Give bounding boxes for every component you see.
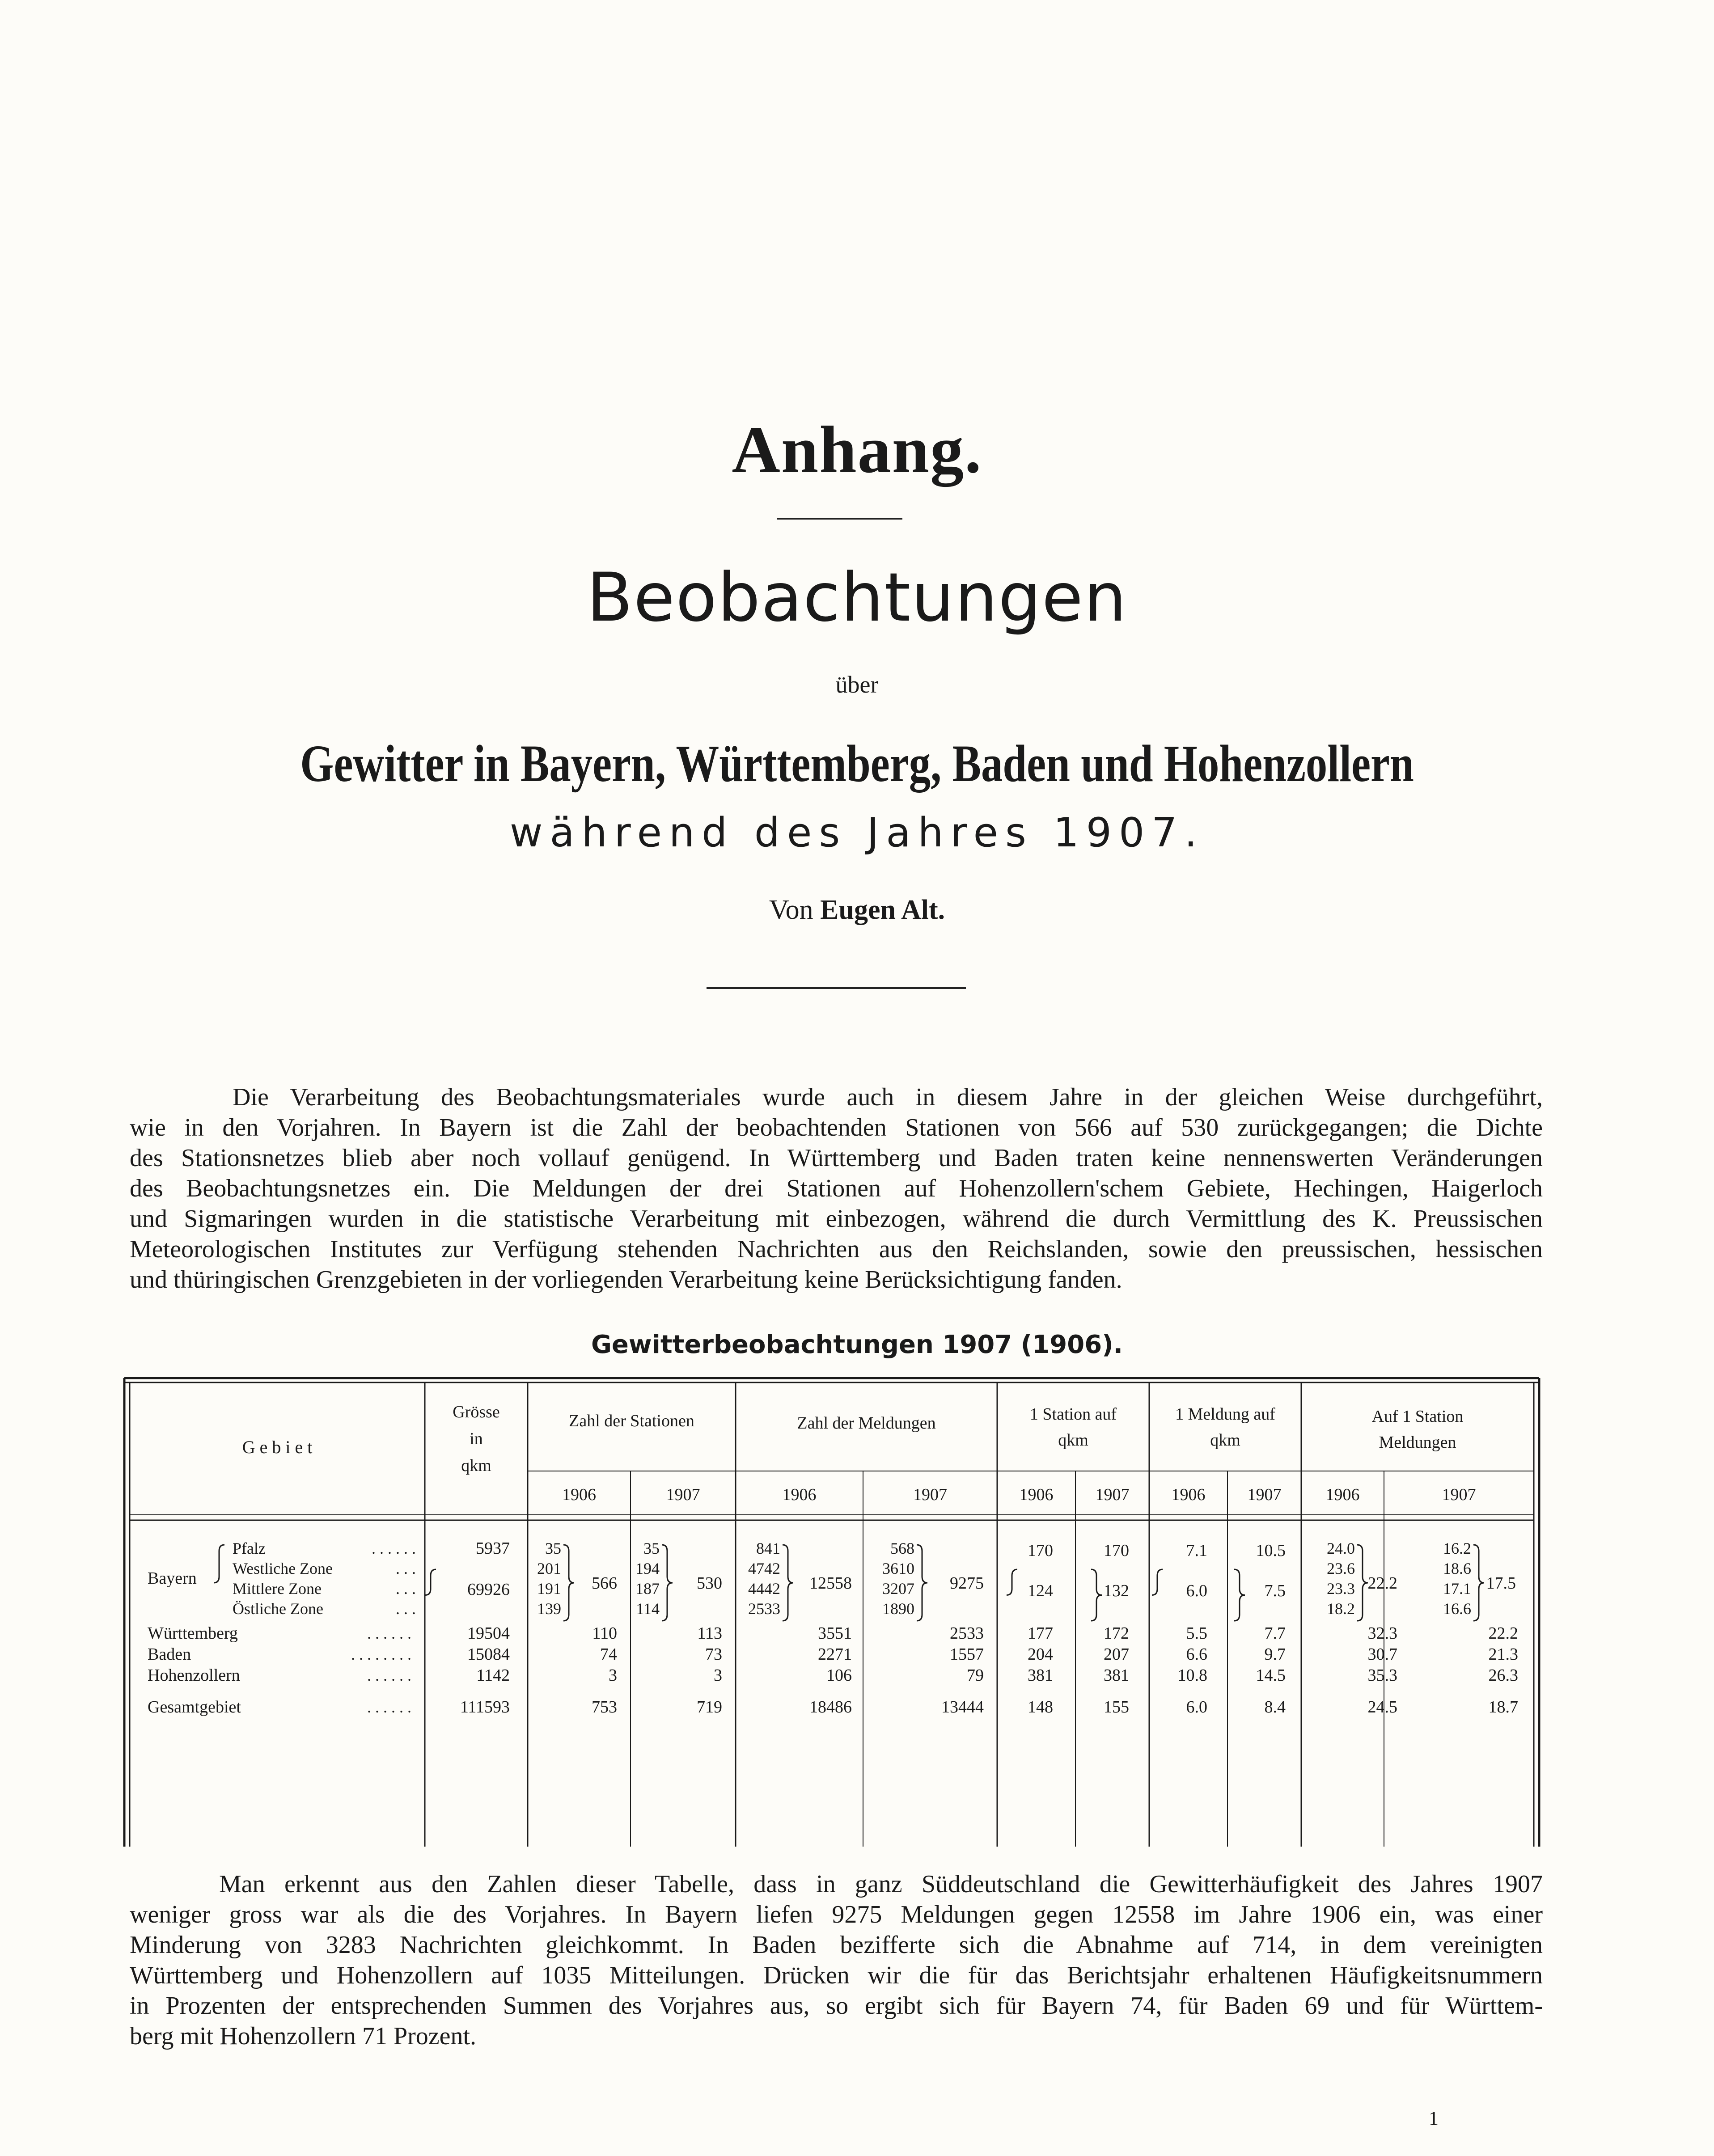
row-sq07: 381 xyxy=(1104,1666,1129,1685)
m-qkm-1907-brace xyxy=(1234,1569,1245,1621)
row-ps06: 32.3 xyxy=(1367,1624,1397,1643)
row-ps07: 22.2 xyxy=(1488,1624,1518,1643)
row-label: Württemberg xyxy=(148,1624,238,1643)
byline-prefix: Von xyxy=(769,895,813,925)
header-year: 1906 xyxy=(562,1485,596,1504)
per-station-1907: 18.6 xyxy=(1443,1560,1471,1577)
row-s07: 719 xyxy=(697,1698,722,1716)
subregion-label: Östliche Zone xyxy=(233,1600,323,1618)
row-mq07: 7.7 xyxy=(1264,1624,1286,1643)
header-year: 1906 xyxy=(1019,1485,1054,1504)
header-year: 1907 xyxy=(1247,1485,1282,1504)
divider-short xyxy=(777,518,902,520)
main-title: Beobachtungen xyxy=(586,559,1128,637)
meldungen-1906: 841 xyxy=(756,1539,780,1557)
thunderstorm-table xyxy=(121,1377,1543,1847)
meldungen-1907-total: 9275 xyxy=(950,1574,984,1593)
leader-dots: . . . . . . xyxy=(367,1698,411,1716)
per-station-1907-brace xyxy=(1473,1545,1484,1621)
header-groesse: in xyxy=(470,1429,483,1448)
row-area: 19504 xyxy=(467,1624,510,1643)
header-stationen: Zahl der Stationen xyxy=(569,1412,694,1430)
row-s06: 74 xyxy=(600,1645,617,1664)
meldungen-1906-total: 12558 xyxy=(809,1574,852,1593)
per-station-1906: 23.6 xyxy=(1327,1560,1355,1577)
header-station-qkm: 1 Station auf xyxy=(1029,1405,1117,1424)
stations-1907: 35 xyxy=(643,1539,660,1557)
meldungen-1907: 3207 xyxy=(882,1580,914,1598)
row-m07: 2533 xyxy=(950,1624,984,1643)
header-year: 1907 xyxy=(1095,1485,1130,1504)
stations-1906-total: 566 xyxy=(592,1574,617,1593)
st-qkm-1906-brace xyxy=(1007,1569,1017,1595)
row-label: Baden xyxy=(148,1645,191,1664)
per-station-1906-brace xyxy=(1357,1545,1368,1621)
per-station-1906: 23.3 xyxy=(1327,1580,1355,1598)
stations-1906: 139 xyxy=(537,1600,561,1618)
m-qkm-1907: 10.5 xyxy=(1256,1541,1286,1560)
m-qkm-1906: 7.1 xyxy=(1186,1541,1207,1560)
text-line: berg mit Hohenzollern 71 Prozent. xyxy=(130,2022,477,2050)
row-ps07: 21.3 xyxy=(1488,1645,1518,1664)
meldungen-1907-brace xyxy=(917,1545,927,1621)
row-ps07: 18.7 xyxy=(1488,1698,1518,1716)
text-line: des Stationsnetzes blieb aber noch vollauf genügend. In Württemberg und Baden traten keine nennenswerten Veränderungen xyxy=(130,1144,1543,1172)
st-qkm-1906: 170 xyxy=(1028,1541,1053,1560)
table-title: Gewitterbeobachtungen 1907 (1906). xyxy=(591,1330,1123,1359)
text-line: Man erkennt aus den Zahlen dieser Tabelle, dass in ganz Süddeutschland die Gewitterhäufigkeit des Jahres 1907 xyxy=(219,1870,1543,1898)
text-line: in Prozenten der entsprechenden Summen des Vorjahres aus, so ergibt sich für Bayern 74, für Baden 69 und für Württem- xyxy=(130,1992,1543,2020)
header-year: 1907 xyxy=(1442,1485,1476,1504)
row-label: Hohenzollern xyxy=(148,1666,240,1685)
stations-1907-brace xyxy=(662,1545,673,1621)
row-s07: 113 xyxy=(697,1624,722,1643)
meldungen-1907: 3610 xyxy=(882,1560,914,1577)
leader-dots: . . . xyxy=(396,1600,416,1618)
header-meldung-qkm: 1 Meldung auf xyxy=(1175,1405,1275,1424)
leader-dots: . . . xyxy=(396,1560,416,1577)
text-line: Meteorologischen Institutes zur Verfügung stehenden Nachrichten aus den Reichslanden, sowie den preussischen, hessischen xyxy=(130,1235,1543,1263)
text-line: und thüringischen Grenzgebieten in der vorliegenden Verarbeitung keine Berücksichtigung fanden. xyxy=(130,1266,1122,1294)
row-sq07: 155 xyxy=(1104,1698,1129,1716)
appendix-heading: Anhang. xyxy=(732,413,982,487)
leader-dots: . . . xyxy=(396,1580,416,1598)
m-qkm-1906: 6.0 xyxy=(1186,1581,1207,1600)
row-mq07: 8.4 xyxy=(1264,1698,1286,1716)
stations-1906: 201 xyxy=(537,1560,561,1577)
conclusion-paragraph xyxy=(130,1869,1543,2051)
per-station-1906: 24.0 xyxy=(1327,1539,1355,1557)
header-year: 1907 xyxy=(666,1485,700,1504)
header-meldung-qkm: qkm xyxy=(1210,1431,1240,1450)
area-value: 69926 xyxy=(467,1580,510,1599)
row-area: 15084 xyxy=(467,1645,510,1664)
subregion-label: Westliche Zone xyxy=(233,1560,333,1577)
row-m06: 2271 xyxy=(818,1645,852,1664)
stations-1906: 35 xyxy=(545,1539,561,1557)
header-groesse: Grösse xyxy=(453,1403,500,1421)
header-gebiet: G e b i e t xyxy=(242,1437,313,1457)
row-sq06: 177 xyxy=(1028,1624,1053,1643)
period: während des Jahres 1907. xyxy=(509,809,1205,856)
per-station-1906: 18.2 xyxy=(1327,1600,1355,1618)
row-area: 1142 xyxy=(476,1666,510,1685)
stations-1907: 187 xyxy=(635,1580,660,1598)
meldungen-1906: 2533 xyxy=(748,1600,780,1618)
header-groesse: qkm xyxy=(461,1456,491,1475)
leader-dots: . . . . . . . . xyxy=(351,1645,411,1663)
meldungen-1906: 4442 xyxy=(748,1580,780,1598)
row-s07: 3 xyxy=(714,1666,722,1685)
row-sq06: 381 xyxy=(1028,1666,1053,1685)
row-sq07: 207 xyxy=(1104,1645,1129,1664)
st-qkm-1907: 170 xyxy=(1104,1541,1129,1560)
stations-1907: 114 xyxy=(636,1600,660,1618)
per-station-1906-total: 22.2 xyxy=(1367,1574,1397,1593)
divider-long xyxy=(707,987,966,989)
row-sq07: 172 xyxy=(1104,1624,1129,1643)
stations-1907: 194 xyxy=(635,1560,660,1577)
leader-dots: . . . . . . xyxy=(367,1666,411,1684)
row-mq06: 6.0 xyxy=(1186,1698,1207,1716)
meldungen-1906: 4742 xyxy=(748,1560,780,1577)
header-year: 1907 xyxy=(913,1485,947,1504)
row-m07: 13444 xyxy=(941,1698,984,1716)
area-brace xyxy=(425,1569,436,1595)
leader-dots: . . . . . . xyxy=(372,1539,416,1557)
st-qkm-1907: 132 xyxy=(1104,1581,1129,1600)
row-mq06: 5.5 xyxy=(1186,1624,1207,1643)
text-line: des Beobachtungsnetzes ein. Die Meldungen der drei Stationen auf Hohenzollern'schem Gebiete, Hechingen, Haigerloch xyxy=(130,1175,1543,1202)
row-label: Gesamtgebiet xyxy=(148,1698,241,1716)
header-year: 1906 xyxy=(782,1485,817,1504)
row-ps06: 30.7 xyxy=(1367,1645,1397,1664)
subregion-label: Mittlere Zone xyxy=(233,1580,322,1598)
row-s07: 73 xyxy=(705,1645,722,1664)
row-mq07: 9.7 xyxy=(1264,1645,1286,1664)
header-year: 1906 xyxy=(1325,1485,1360,1504)
st-qkm-1906: 124 xyxy=(1028,1581,1053,1600)
per-station-1907-total: 17.5 xyxy=(1486,1574,1516,1593)
st-qkm-1907-brace xyxy=(1091,1569,1102,1621)
byline xyxy=(0,894,1714,926)
stations-1906-brace xyxy=(563,1545,574,1621)
meldungen-1906-brace xyxy=(783,1545,793,1621)
subregion-label: Pfalz xyxy=(233,1539,266,1557)
row-ps06: 35.3 xyxy=(1367,1666,1397,1685)
row-sq06: 148 xyxy=(1028,1698,1053,1716)
text-line: Württemberg und Hohenzollern auf 1035 Mitteilungen. Drücken wir die für das Berichtsjahr erhaltenen Häufigkeitsnummern xyxy=(130,1962,1543,1989)
subtitle: Gewitter in Bayern, Württemberg, Baden und Hohenzollern xyxy=(300,734,1414,793)
row-ps06: 24.5 xyxy=(1367,1698,1397,1716)
row-m06: 106 xyxy=(826,1666,852,1685)
meldungen-1907: 1890 xyxy=(882,1600,914,1618)
header-year: 1906 xyxy=(1171,1485,1206,1504)
region-bayern: Bayern xyxy=(148,1569,197,1588)
bayern-brace xyxy=(214,1545,224,1583)
m-qkm-1907: 7.5 xyxy=(1264,1581,1286,1600)
page-number: 1 xyxy=(1429,2107,1439,2129)
per-station-1907: 16.2 xyxy=(1443,1539,1471,1557)
text-line: Minderung von 3283 Nachrichten gleichkommt. In Baden bezifferte sich die Abnahme auf 714, in dem vereinigten xyxy=(130,1931,1543,1959)
row-s06: 753 xyxy=(592,1698,617,1716)
leader-dots: . . . . . . xyxy=(367,1624,411,1642)
author: Eugen Alt. xyxy=(820,895,945,925)
area-value: 5937 xyxy=(476,1539,510,1558)
per-station-1907: 16.6 xyxy=(1443,1600,1471,1618)
row-m06: 3551 xyxy=(818,1624,852,1643)
header-auf-station: Meldungen xyxy=(1379,1433,1456,1452)
row-area: 111593 xyxy=(460,1698,510,1716)
per-station-1907: 17.1 xyxy=(1443,1580,1471,1598)
stations-1907-total: 530 xyxy=(697,1574,722,1593)
row-ps07: 26.3 xyxy=(1488,1666,1518,1685)
row-s06: 110 xyxy=(592,1624,617,1643)
header-meldungen: Zahl der Meldungen xyxy=(797,1414,936,1433)
row-s06: 3 xyxy=(609,1666,617,1685)
stations-1906: 191 xyxy=(537,1580,561,1598)
row-mq06: 6.6 xyxy=(1186,1645,1207,1664)
meldungen-1907: 568 xyxy=(890,1539,914,1557)
row-m07: 1557 xyxy=(950,1645,984,1664)
header-station-qkm: qkm xyxy=(1058,1431,1088,1450)
m-qkm-1906-brace xyxy=(1152,1569,1163,1595)
row-mq06: 10.8 xyxy=(1177,1666,1207,1685)
text-line: weniger gross war als die des Vorjahres. In Bayern liefen 9275 Meldungen gegen 12558 im Jahre 1906 ein, was einer xyxy=(130,1901,1543,1928)
row-m07: 79 xyxy=(967,1666,984,1685)
header-auf-station: Auf 1 Station xyxy=(1371,1407,1464,1426)
text-line: wie in den Vorjahren. In Bayern ist die Zahl der beobachtenden Stationen von 566 auf 530 zurückgegangen; die Dichte xyxy=(130,1114,1543,1141)
row-m06: 18486 xyxy=(809,1698,852,1716)
text-line: Die Verarbeitung des Beobachtungsmateriales wurde auch in diesem Jahre in der gleichen Weise durchgeführt, xyxy=(233,1083,1543,1111)
row-sq06: 204 xyxy=(1028,1645,1053,1664)
row-mq07: 14.5 xyxy=(1256,1666,1286,1685)
intro-paragraph xyxy=(130,1082,1543,1295)
text-line: und Sigmaringen wurden in die statistische Verarbeitung mit einbezogen, während die durch Vermittlung des K. Preussischen xyxy=(130,1205,1543,1233)
preposition: über xyxy=(835,671,879,698)
